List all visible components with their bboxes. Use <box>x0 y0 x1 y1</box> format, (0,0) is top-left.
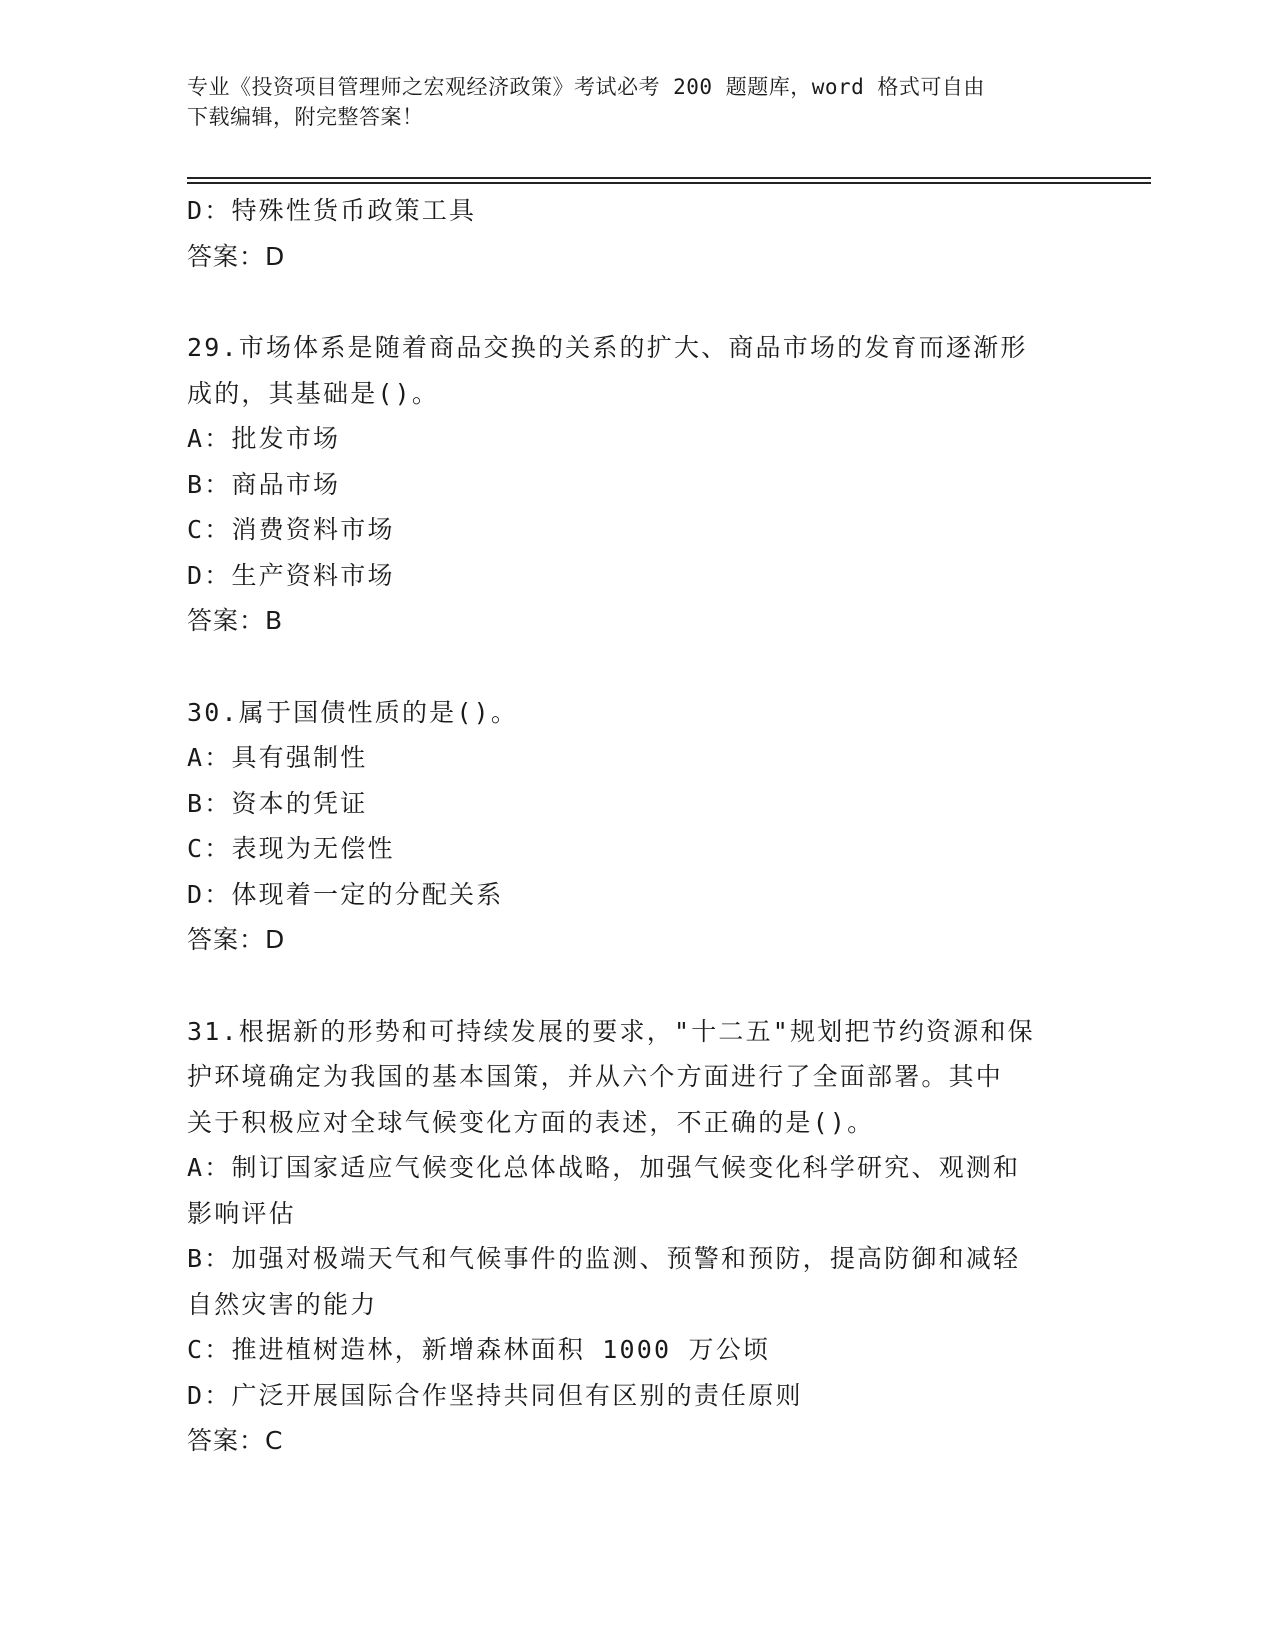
option-d: D：生产资料市场 <box>187 560 395 590</box>
option-a: A：具有强制性 <box>187 743 368 772</box>
option-b: B：资本的凭证 <box>187 788 368 818</box>
option-d: D：体现着一定的分配关系 <box>187 879 504 909</box>
document-header <box>187 72 1087 132</box>
question-content <box>187 188 1087 1464</box>
option-a: A：批发市场 <box>187 424 341 453</box>
question-31 <box>187 1009 1087 1464</box>
header-line-2: 下载编辑，附完整答案！ <box>187 105 424 129</box>
option-a-continued: 影响评估 <box>187 1198 296 1228</box>
question-stem: 成的，其基础是()。 <box>187 378 440 408</box>
question-30 <box>187 690 1087 963</box>
option-d: D：广泛开展国际合作坚持共同但有区别的责任原则 <box>187 1380 803 1410</box>
option-d: D：特殊性货币政策工具 <box>187 196 477 225</box>
question-stem: 护环境确定为我国的基本国策，并从六个方面进行了全面部署。其中 <box>187 1062 1004 1091</box>
previous-question-tail <box>187 188 1087 279</box>
question-stem: 关于积极应对全球气候变化方面的表述，不正确的是()。 <box>187 1107 875 1137</box>
option-c: C：推进植树造林，新增森林面积 1000 万公顷 <box>187 1335 771 1364</box>
header-line-1: 专业《投资项目管理师之宏观经济政策》考试必考 200 题题库，word 格式可自由 <box>187 75 985 99</box>
header-rule-top <box>187 177 1151 179</box>
question-stem: 30.属于国债性质的是()。 <box>187 697 519 727</box>
option-c: C：消费资料市场 <box>187 515 395 544</box>
question-29 <box>187 325 1087 644</box>
option-b-continued: 自然灾害的能力 <box>187 1289 378 1319</box>
option-b: B：加强对极端天气和气候事件的监测、预警和预防，提高防御和减轻 <box>187 1244 1021 1273</box>
question-stem: 29.市场体系是随着商品交换的关系的扩大、商品市场的发育而逐渐形 <box>187 333 1028 362</box>
header-rule-bottom <box>187 182 1151 184</box>
answer: 答案：D <box>187 925 286 954</box>
question-stem: 31.根据新的形势和可持续发展的要求，"十二五"规划把节约资源和保 <box>187 1016 1035 1046</box>
answer: 答案：C <box>187 1426 284 1455</box>
answer: 答案：B <box>187 606 284 635</box>
option-c: C：表现为无偿性 <box>187 834 395 863</box>
option-a: A：制订国家适应气候变化总体战略，加强气候变化科学研究、观测和 <box>187 1153 1021 1182</box>
option-b: B：商品市场 <box>187 469 341 499</box>
answer: 答案：D <box>187 241 286 271</box>
